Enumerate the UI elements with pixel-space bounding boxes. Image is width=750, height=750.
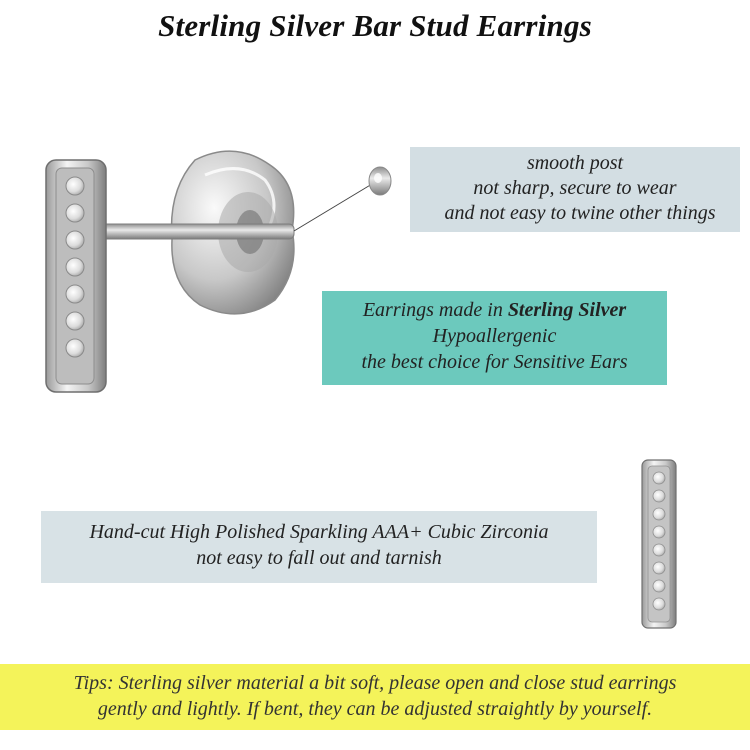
silver-callout-line-3: the best choice for Sensitive Ears [361,351,628,373]
post-callout-line-2: not sharp, secure to wear [473,177,677,199]
cz-callout-line-1: Hand-cut High Polished Sparkling AAA+ Cubic Zirconia [89,521,549,543]
tips-banner [0,664,750,730]
cubic-zirconia-callout [41,511,597,583]
cz-callout-line-2: not easy to fall out and tarnish [196,547,442,569]
post-callout-line-3: and not easy to twine other things [444,202,716,224]
page-title: Sterling Silver Bar Stud Earrings [158,8,592,43]
silver-callout-line-1 [322,297,667,323]
post-tip-detail [294,167,391,231]
silver-callout-bold: Sterling Silver [507,299,627,321]
sterling-silver-callout [322,291,667,385]
silver-callout-line-2: Hypoallergenic [432,325,557,347]
earring-post [98,224,294,239]
silver-callout-prefix: Earrings made in [362,299,508,321]
tips-line-1: Tips: Sterling silver material a bit soft, please open and close stud earrings [73,672,677,694]
post-callout-line-1: smooth post [526,152,624,174]
smooth-post-callout [410,147,740,232]
tips-line-2: gently and lightly. If bent, they can be adjusted straightly by yourself. [97,698,653,720]
small-bar-stud [642,460,676,628]
large-bar-stud [46,160,106,392]
